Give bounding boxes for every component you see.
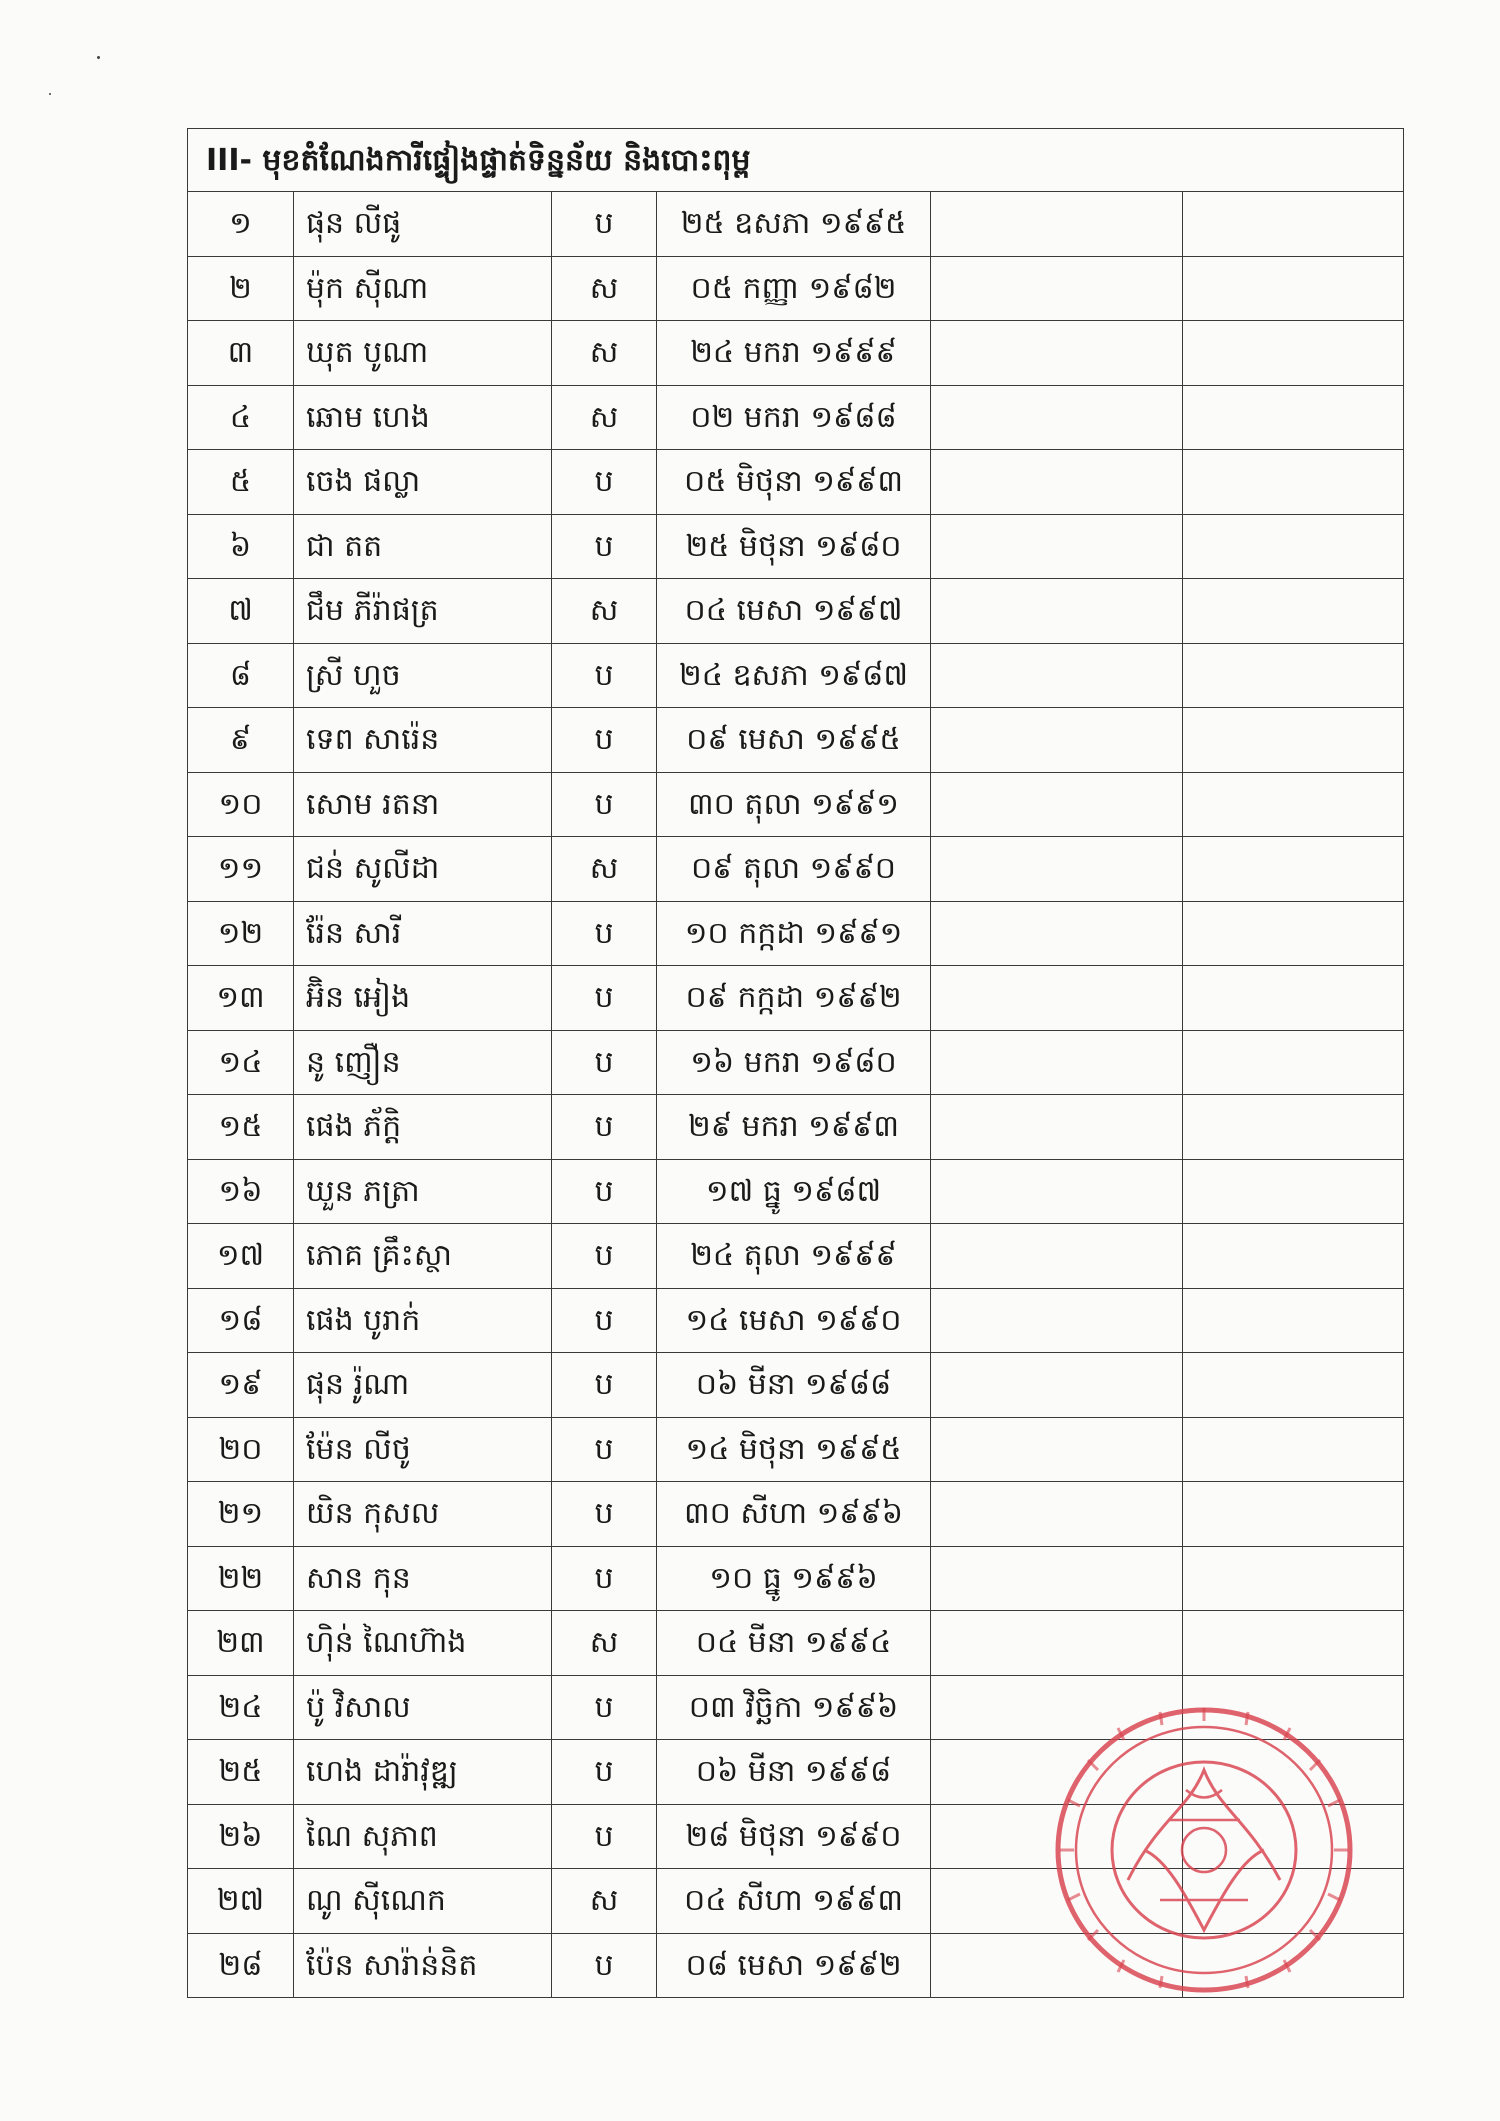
empty-cell bbox=[931, 321, 1183, 386]
table-row bbox=[188, 1933, 1404, 1998]
empty-cell bbox=[1183, 901, 1404, 966]
row-sex: ប bbox=[552, 1804, 657, 1869]
table-row bbox=[188, 901, 1404, 966]
empty-cell bbox=[931, 643, 1183, 708]
row-number: ១៨ bbox=[188, 1288, 294, 1353]
row-sex: ប bbox=[552, 708, 657, 773]
row-birth-date: ០២ មករា ១៩៨៨ bbox=[657, 385, 931, 450]
empty-cell bbox=[931, 1933, 1183, 1998]
row-sex: ស bbox=[552, 256, 657, 321]
empty-cell bbox=[1183, 1159, 1404, 1224]
row-number: ២៤ bbox=[188, 1675, 294, 1740]
empty-cell bbox=[1183, 708, 1404, 773]
empty-cell bbox=[931, 1224, 1183, 1289]
empty-cell bbox=[931, 1030, 1183, 1095]
row-number: ១២ bbox=[188, 901, 294, 966]
table-row bbox=[188, 1869, 1404, 1934]
empty-cell bbox=[1183, 1611, 1404, 1676]
row-number: ៩ bbox=[188, 708, 294, 773]
row-sex: ស bbox=[552, 579, 657, 644]
empty-cell bbox=[1183, 1095, 1404, 1160]
row-birth-date: ០៩ មេសា ១៩៩៥ bbox=[657, 708, 931, 773]
table-row bbox=[188, 1353, 1404, 1418]
row-number: ១ bbox=[188, 192, 294, 257]
table-row bbox=[188, 192, 1404, 257]
table-row bbox=[188, 514, 1404, 579]
row-birth-date: ០៦ មីនា ១៩៩៨ bbox=[657, 1740, 931, 1805]
empty-cell bbox=[1183, 1869, 1404, 1934]
row-name: ប៉ូ វិសាល bbox=[294, 1675, 552, 1740]
row-number: ១០ bbox=[188, 772, 294, 837]
empty-cell bbox=[931, 837, 1183, 902]
empty-cell bbox=[931, 385, 1183, 450]
row-name: យិន កុសល bbox=[294, 1482, 552, 1547]
empty-cell bbox=[931, 1288, 1183, 1353]
empty-cell bbox=[1183, 1546, 1404, 1611]
empty-cell bbox=[1183, 966, 1404, 1031]
row-sex: ប bbox=[552, 1933, 657, 1998]
row-sex: ប bbox=[552, 450, 657, 515]
row-birth-date: ៣០ សីហា ១៩៩៦ bbox=[657, 1482, 931, 1547]
row-birth-date: ១៤ មិថុនា ១៩៩៥ bbox=[657, 1417, 931, 1482]
table-row bbox=[188, 643, 1404, 708]
empty-cell bbox=[931, 966, 1183, 1031]
row-number: ១៥ bbox=[188, 1095, 294, 1160]
row-name: អ៊ិន អៀង bbox=[294, 966, 552, 1031]
empty-cell bbox=[931, 1159, 1183, 1224]
section-header-row bbox=[188, 129, 1404, 192]
table-row bbox=[188, 837, 1404, 902]
row-name: ហេង ដារ៉ាវុឌ្ឍ bbox=[294, 1740, 552, 1805]
row-name: ស្រី ហួច bbox=[294, 643, 552, 708]
row-birth-date: ០៣ វិច្ឆិកា ១៩៩៦ bbox=[657, 1675, 931, 1740]
table-row bbox=[188, 1482, 1404, 1547]
table-row bbox=[188, 1417, 1404, 1482]
empty-cell bbox=[931, 1095, 1183, 1160]
row-name: ផុន លីផូ bbox=[294, 192, 552, 257]
empty-cell bbox=[1183, 256, 1404, 321]
empty-cell bbox=[1183, 643, 1404, 708]
empty-cell bbox=[1183, 192, 1404, 257]
row-sex: ប bbox=[552, 1030, 657, 1095]
row-sex: ស bbox=[552, 1611, 657, 1676]
row-sex: ប bbox=[552, 514, 657, 579]
row-sex: ប bbox=[552, 1482, 657, 1547]
row-number: ១៣ bbox=[188, 966, 294, 1031]
row-sex: ប bbox=[552, 192, 657, 257]
row-sex: ស bbox=[552, 837, 657, 902]
empty-cell bbox=[931, 1546, 1183, 1611]
row-name: សាន កុន bbox=[294, 1546, 552, 1611]
table-row bbox=[188, 1675, 1404, 1740]
row-birth-date: ០៤ សីហា ១៩៩៣ bbox=[657, 1869, 931, 1934]
table-row bbox=[188, 579, 1404, 644]
table-row bbox=[188, 966, 1404, 1031]
row-sex: ស bbox=[552, 385, 657, 450]
table-row bbox=[188, 1159, 1404, 1224]
row-sex: ប bbox=[552, 643, 657, 708]
empty-cell bbox=[1183, 1224, 1404, 1289]
table-row bbox=[188, 321, 1404, 386]
row-number: ២១ bbox=[188, 1482, 294, 1547]
table-row bbox=[188, 1804, 1404, 1869]
row-name: ឃួន ភត្រា bbox=[294, 1159, 552, 1224]
row-sex: ប bbox=[552, 772, 657, 837]
table-row bbox=[188, 1611, 1404, 1676]
empty-cell bbox=[931, 192, 1183, 257]
row-birth-date: ០៦ មីនា ១៩៨៨ bbox=[657, 1353, 931, 1418]
table-row bbox=[188, 772, 1404, 837]
empty-cell bbox=[931, 1482, 1183, 1547]
row-birth-date: ២៤ តុលា ១៩៩៩ bbox=[657, 1224, 931, 1289]
row-number: ១១ bbox=[188, 837, 294, 902]
empty-cell bbox=[931, 579, 1183, 644]
row-birth-date: ៣០ តុលា ១៩៩១ bbox=[657, 772, 931, 837]
row-sex: ស bbox=[552, 321, 657, 386]
table-row bbox=[188, 1030, 1404, 1095]
row-name: ផេង ភ័ក្តិ bbox=[294, 1095, 552, 1160]
row-number: ២០ bbox=[188, 1417, 294, 1482]
row-number: ២៣ bbox=[188, 1611, 294, 1676]
row-sex: ប bbox=[552, 1095, 657, 1160]
row-number: ២៦ bbox=[188, 1804, 294, 1869]
staff-table bbox=[187, 128, 1404, 1998]
row-birth-date: ២៨ មិថុនា ១៩៩០ bbox=[657, 1804, 931, 1869]
table-row bbox=[188, 1740, 1404, 1805]
row-number: ១៧ bbox=[188, 1224, 294, 1289]
empty-cell bbox=[1183, 385, 1404, 450]
row-sex: ប bbox=[552, 1288, 657, 1353]
empty-cell bbox=[1183, 837, 1404, 902]
table-row bbox=[188, 1288, 1404, 1353]
row-name: ណៃ សុភាព bbox=[294, 1804, 552, 1869]
row-name: ណូ ស៊ីណេក bbox=[294, 1869, 552, 1934]
row-name: ម៉ែន លីថូ bbox=[294, 1417, 552, 1482]
empty-cell bbox=[931, 772, 1183, 837]
row-name: ឆោម ហេង bbox=[294, 385, 552, 450]
row-sex: ប bbox=[552, 1675, 657, 1740]
row-sex: ប bbox=[552, 901, 657, 966]
row-birth-date: ២៥ មិថុនា ១៩៨០ bbox=[657, 514, 931, 579]
empty-cell bbox=[931, 1869, 1183, 1934]
empty-cell bbox=[1183, 772, 1404, 837]
row-birth-date: ០៤ មីនា ១៩៩៤ bbox=[657, 1611, 931, 1676]
row-name: ម៉ុក ស៊ីណា bbox=[294, 256, 552, 321]
empty-cell bbox=[1183, 1675, 1404, 1740]
row-name: ប៉ែន សារ៉ាន់និត bbox=[294, 1933, 552, 1998]
table-row bbox=[188, 1224, 1404, 1289]
row-birth-date: ១០ ធ្នូ ១៩៩៦ bbox=[657, 1546, 931, 1611]
row-birth-date: ១៦ មករា ១៩៨០ bbox=[657, 1030, 931, 1095]
empty-cell bbox=[1183, 579, 1404, 644]
scan-speck bbox=[97, 56, 100, 59]
empty-cell bbox=[931, 901, 1183, 966]
table-row bbox=[188, 708, 1404, 773]
row-number: ៥ bbox=[188, 450, 294, 515]
row-number: ២៥ bbox=[188, 1740, 294, 1805]
row-birth-date: ០៩ តុលា ១៩៩០ bbox=[657, 837, 931, 902]
empty-cell bbox=[931, 1611, 1183, 1676]
empty-cell bbox=[1183, 1288, 1404, 1353]
row-name: នូ ញឿន bbox=[294, 1030, 552, 1095]
row-name: សោម រតនា bbox=[294, 772, 552, 837]
row-birth-date: ០៤ មេសា ១៩៩៧ bbox=[657, 579, 931, 644]
row-name: ជា តត bbox=[294, 514, 552, 579]
row-number: ២២ bbox=[188, 1546, 294, 1611]
row-number: ២៧ bbox=[188, 1869, 294, 1934]
row-sex: ប bbox=[552, 1546, 657, 1611]
row-birth-date: ១៧ ធ្នូ ១៩៨៧ bbox=[657, 1159, 931, 1224]
row-name: ហ៊ិន់ ណៃហ៊ាង bbox=[294, 1611, 552, 1676]
empty-cell bbox=[1183, 1353, 1404, 1418]
empty-cell bbox=[931, 1804, 1183, 1869]
row-birth-date: ០៥ កញ្ញា ១៩៨២ bbox=[657, 256, 931, 321]
row-birth-date: ២៩ មករា ១៩៩៣ bbox=[657, 1095, 931, 1160]
row-name: ជន់ សូលីដា bbox=[294, 837, 552, 902]
row-name: ផេង បូរាក់ bbox=[294, 1288, 552, 1353]
row-birth-date: ០៥ មិថុនា ១៩៩៣ bbox=[657, 450, 931, 515]
row-number: ១៤ bbox=[188, 1030, 294, 1095]
row-sex: ប bbox=[552, 1353, 657, 1418]
table-row bbox=[188, 1546, 1404, 1611]
row-name: ឃុត បូណា bbox=[294, 321, 552, 386]
empty-cell bbox=[1183, 1933, 1404, 1998]
row-name: រ៉ែន សារី bbox=[294, 901, 552, 966]
empty-cell bbox=[1183, 450, 1404, 515]
row-number: ៧ bbox=[188, 579, 294, 644]
row-sex: ស bbox=[552, 1869, 657, 1934]
empty-cell bbox=[1183, 1804, 1404, 1869]
empty-cell bbox=[931, 514, 1183, 579]
row-name: ភោគ គ្រឹះស្ថា bbox=[294, 1224, 552, 1289]
table-row bbox=[188, 450, 1404, 515]
row-sex: ប bbox=[552, 1417, 657, 1482]
table-row bbox=[188, 1095, 1404, 1160]
row-sex: ប bbox=[552, 966, 657, 1031]
empty-cell bbox=[1183, 1030, 1404, 1095]
row-number: ៦ bbox=[188, 514, 294, 579]
empty-cell bbox=[1183, 321, 1404, 386]
table-row bbox=[188, 256, 1404, 321]
empty-cell bbox=[931, 708, 1183, 773]
row-sex: ប bbox=[552, 1159, 657, 1224]
section-title: III- មុខតំណែងការីផ្ទៀងផ្ទាត់ទិន្នន័យ និងបោះពុម្ព bbox=[188, 129, 1404, 192]
empty-cell bbox=[1183, 514, 1404, 579]
row-number: ៨ bbox=[188, 643, 294, 708]
row-name: ផុន រ៉ូណា bbox=[294, 1353, 552, 1418]
row-birth-date: ០៨ មេសា ១៩៩២ bbox=[657, 1933, 931, 1998]
empty-cell bbox=[931, 256, 1183, 321]
row-number: ២ bbox=[188, 256, 294, 321]
empty-cell bbox=[931, 1417, 1183, 1482]
row-sex: ប bbox=[552, 1224, 657, 1289]
table-row bbox=[188, 385, 1404, 450]
empty-cell bbox=[931, 450, 1183, 515]
row-birth-date: ២៤ ឧសភា ១៩៨៧ bbox=[657, 643, 931, 708]
staff-table-body bbox=[188, 129, 1404, 1998]
row-name: ទេព សារ៉េន bbox=[294, 708, 552, 773]
empty-cell bbox=[1183, 1482, 1404, 1547]
scan-speck bbox=[49, 93, 51, 95]
row-number: ៣ bbox=[188, 321, 294, 386]
row-number: ១៦ bbox=[188, 1159, 294, 1224]
empty-cell bbox=[931, 1740, 1183, 1805]
row-birth-date: ២៥ ឧសភា ១៩៩៥ bbox=[657, 192, 931, 257]
row-number: ៤ bbox=[188, 385, 294, 450]
row-name: ចេង ផល្លា bbox=[294, 450, 552, 515]
empty-cell bbox=[931, 1353, 1183, 1418]
row-sex: ប bbox=[552, 1740, 657, 1805]
row-birth-date: ០៩ កក្កដា ១៩៩២ bbox=[657, 966, 931, 1031]
row-birth-date: ១០ កក្កដា ១៩៩១ bbox=[657, 901, 931, 966]
row-birth-date: ១៤ មេសា ១៩៩០ bbox=[657, 1288, 931, 1353]
row-number: ២៨ bbox=[188, 1933, 294, 1998]
row-name: ជឹម ភីរ៉ាផត្រ bbox=[294, 579, 552, 644]
row-number: ១៩ bbox=[188, 1353, 294, 1418]
empty-cell bbox=[931, 1675, 1183, 1740]
empty-cell bbox=[1183, 1740, 1404, 1805]
row-birth-date: ២៤ មករា ១៩៩៩ bbox=[657, 321, 931, 386]
empty-cell bbox=[1183, 1417, 1404, 1482]
